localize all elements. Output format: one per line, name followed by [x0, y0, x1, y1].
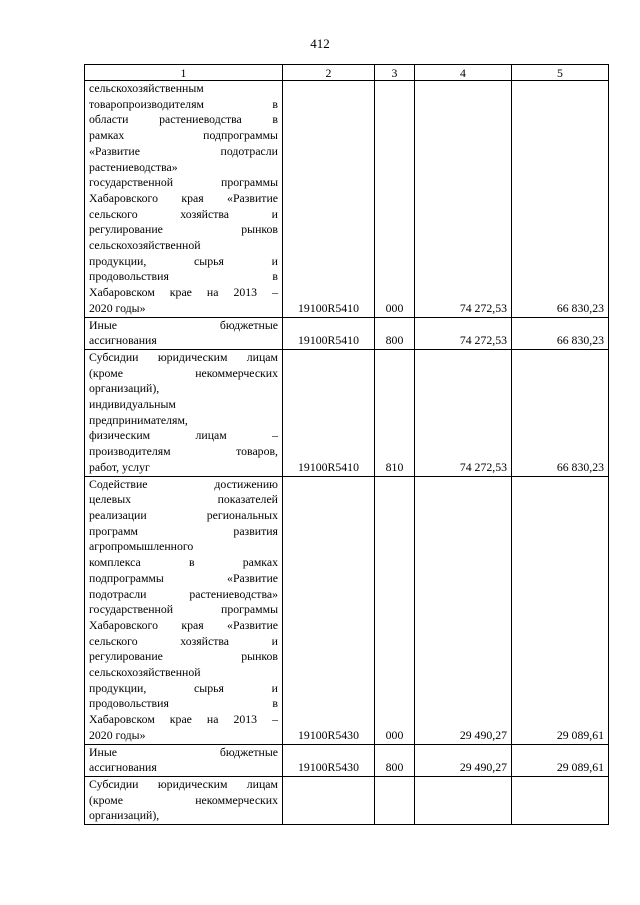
row-name-line: Иные бюджетные [89, 317, 278, 332]
row-name-line: продовольствия в [89, 696, 278, 711]
row-name-line: Хабаровском крае на 2013 – [89, 285, 278, 300]
row-amount-2: 29 089,61 [512, 476, 609, 744]
row-expense-type: 000 [375, 81, 415, 318]
row-expense-type: 810 [375, 349, 415, 476]
row-name-line: Субсидии юридическим лицам [89, 349, 278, 364]
row-amount-2: 29 089,61 [512, 744, 609, 776]
row-amount-2: 66 830,23 [512, 81, 609, 318]
table-row [85, 81, 609, 318]
row-name-line: продовольствия в [89, 269, 278, 284]
row-name-line: продукции, сырья и [89, 680, 278, 695]
row-name-line: комплекса в рамках [89, 555, 278, 570]
header-row [85, 65, 609, 81]
row-name-line: Содействие достижению [89, 476, 278, 491]
row-code [283, 776, 375, 824]
row-name-line: регулирование рынков [89, 649, 278, 664]
table-row [85, 317, 609, 349]
row-name-line: сельскохозяйственной [89, 665, 201, 680]
row-amount-1: 29 490,27 [415, 744, 512, 776]
page-number: 412 [310, 36, 330, 51]
row-amount-1: 74 272,53 [415, 81, 512, 318]
row-name-line: ассигнования [89, 333, 157, 348]
row-name-line: организаций), [89, 381, 160, 396]
row-name-line: индивидуальным [89, 397, 176, 412]
row-name-line: Хабаровском крае на 2013 – [89, 712, 278, 727]
row-code: 19100R5410 [283, 349, 375, 476]
row-name-line: государственной программы [89, 175, 278, 190]
row-name-line: сельского хозяйства и [89, 206, 278, 221]
row-amount-2: 66 830,23 [512, 317, 609, 349]
row-expense-type [375, 776, 415, 824]
row-name-line: «Развитие подотрасли [89, 143, 278, 158]
table-row [85, 349, 609, 476]
row-name-line: ассигнования [89, 760, 157, 775]
row-name-line: сельского хозяйства и [89, 633, 278, 648]
row-amount-1: 29 490,27 [415, 476, 512, 744]
row-name [85, 744, 283, 776]
row-name-line: предпринимателям, [89, 412, 188, 427]
row-expense-type: 800 [375, 317, 415, 349]
row-name-line: Иные бюджетные [89, 744, 278, 759]
row-name-line: растениеводства» [89, 159, 178, 174]
row-name-line: программ развития [89, 523, 278, 538]
row-name-line: агропромышленного [89, 539, 194, 554]
row-name-line: сельскохозяйственным [89, 81, 204, 95]
row-name-line: Хабаровского края «Развитие [89, 190, 278, 205]
row-code: 19100R5430 [283, 476, 375, 744]
row-amount-2: 66 830,23 [512, 349, 609, 476]
row-name-line: работ, услуг [89, 459, 150, 474]
row-expense-type: 800 [375, 744, 415, 776]
row-name-line: производителям товаров, [89, 444, 278, 459]
row-name-line: Субсидии юридическим лицам [89, 776, 278, 791]
table-row [85, 476, 609, 744]
row-name [85, 81, 283, 318]
row-name-line: 2020 годы» [89, 727, 146, 742]
header-cell: 4 [415, 65, 512, 81]
row-name-line: подпрограммы «Развитие [89, 570, 278, 585]
row-name-line: 2020 годы» [89, 300, 146, 315]
row-name-line: физическим лицам – [89, 428, 278, 443]
row-name-line: подотрасли растениеводства» [89, 586, 278, 601]
row-name-line: (кроме некоммерческих [89, 365, 278, 380]
row-amount-1: 74 272,53 [415, 317, 512, 349]
header-cell: 3 [375, 65, 415, 81]
row-name [85, 349, 283, 476]
row-name-line: государственной программы [89, 602, 278, 617]
row-name-line: реализации региональных [89, 507, 278, 522]
row-amount-1: 74 272,53 [415, 349, 512, 476]
row-name [85, 476, 283, 744]
table-row [85, 776, 609, 824]
header-cell: 1 [85, 65, 283, 81]
row-code: 19100R5410 [283, 317, 375, 349]
table-row [85, 744, 609, 776]
row-name-line: (кроме некоммерческих [89, 792, 278, 807]
row-amount-1 [415, 776, 512, 824]
row-name-line: организаций), [89, 808, 160, 823]
budget-table [84, 64, 609, 825]
row-name-line: продукции, сырья и [89, 253, 278, 268]
row-name [85, 776, 283, 824]
header-cell: 5 [512, 65, 609, 81]
row-name-line: Хабаровского края «Развитие [89, 617, 278, 632]
row-name-line: регулирование рынков [89, 222, 278, 237]
row-name-line: области растениеводства в [89, 112, 278, 127]
row-name [85, 317, 283, 349]
header-cell: 2 [283, 65, 375, 81]
row-amount-2 [512, 776, 609, 824]
row-code: 19100R5410 [283, 81, 375, 318]
row-name-line: товаропроизводителям в [89, 96, 278, 111]
row-name-line: рамках подпрограммы [89, 128, 278, 143]
row-expense-type: 000 [375, 476, 415, 744]
row-name-line: целевых показателей [89, 492, 278, 507]
row-code: 19100R5430 [283, 744, 375, 776]
row-name-line: сельскохозяйственной [89, 238, 201, 253]
